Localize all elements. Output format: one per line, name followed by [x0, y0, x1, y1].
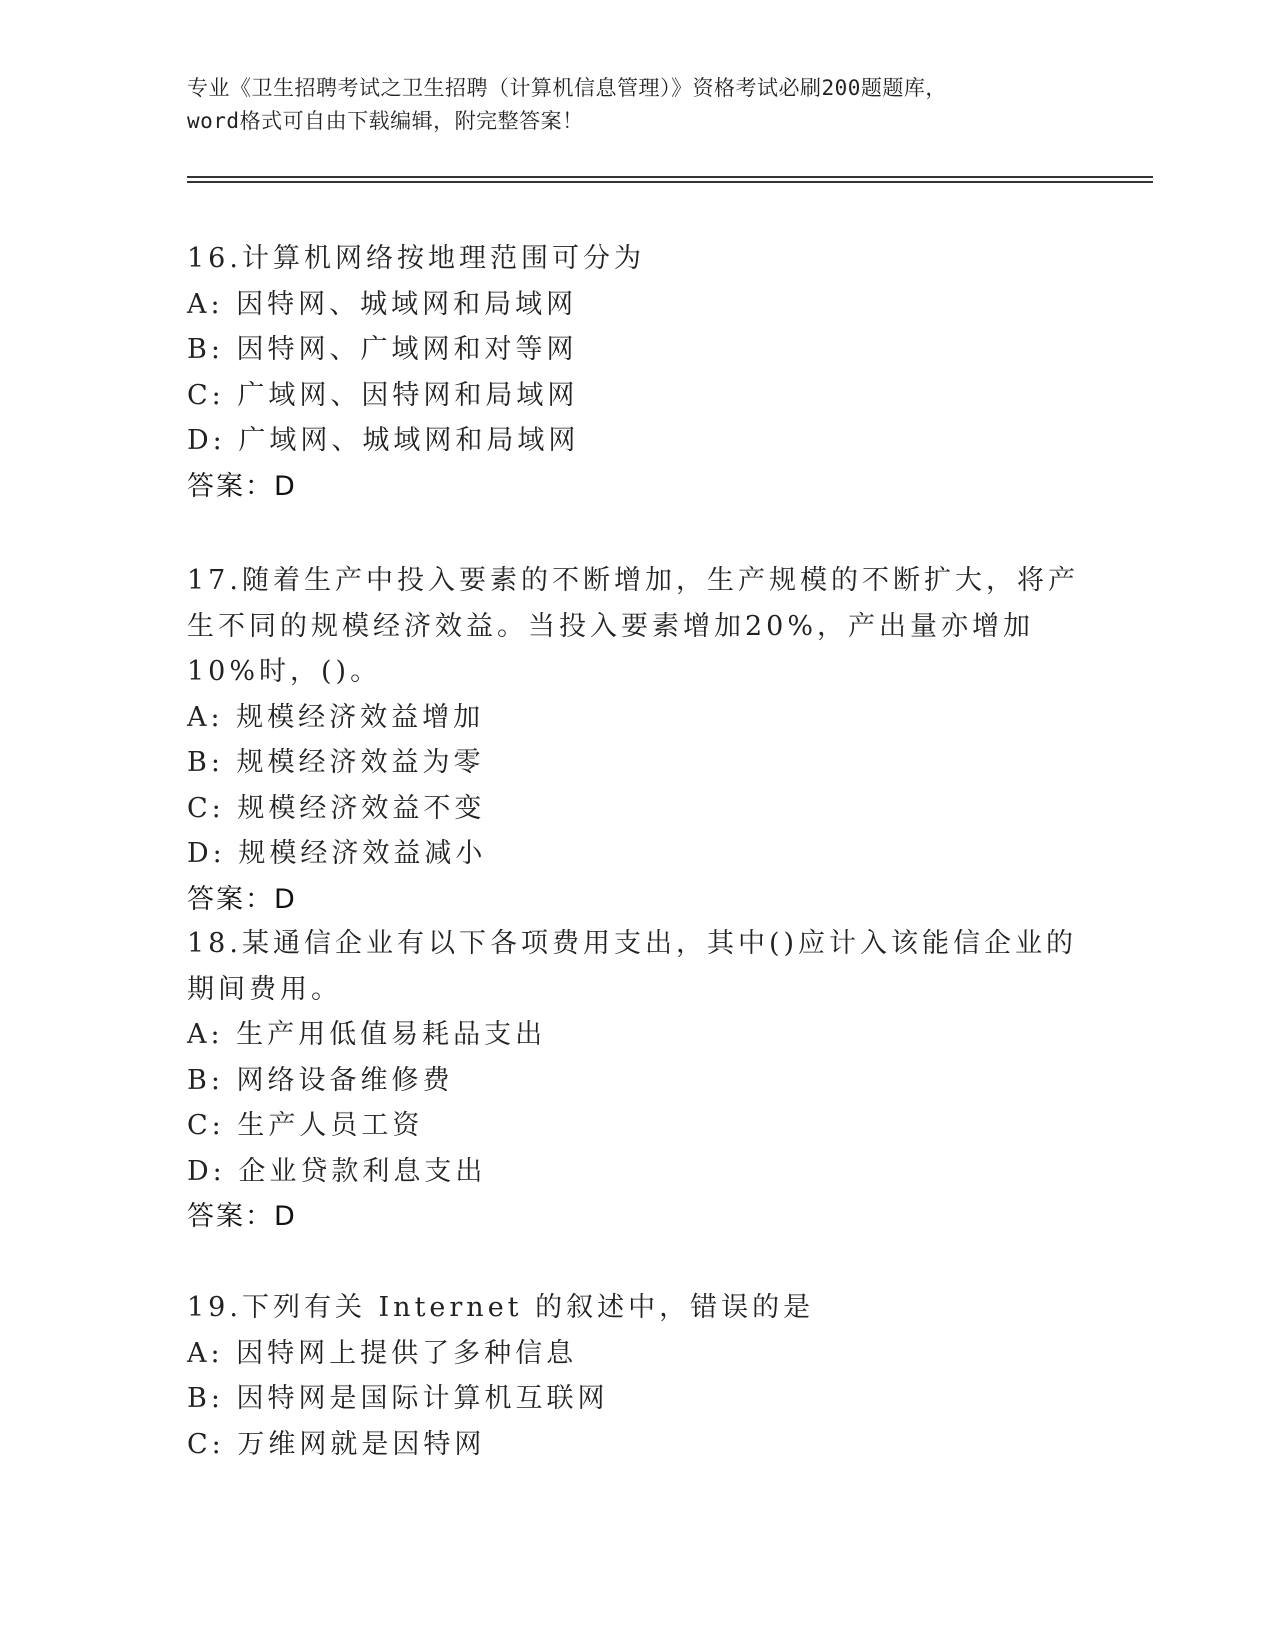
header-divider-top	[187, 176, 1153, 178]
option-a: A: 因特网、城域网和局域网	[187, 288, 578, 320]
answer-label: 答案：D	[187, 883, 297, 915]
question-16	[187, 236, 1087, 509]
answer-label: 答案：D	[187, 1201, 297, 1232]
option-d: D: 广域网、城域网和局域网	[187, 425, 580, 456]
question-stem: 18.某通信企业有以下各项费用支出，其中()应计入该能信企业的期间费用。	[187, 928, 1078, 1005]
question-stem: 16.计算机网络按地理范围可分为	[187, 243, 645, 274]
question-19	[187, 1285, 1087, 1467]
question-17	[187, 558, 1087, 922]
option-d: D: 规模经济效益减小	[187, 838, 487, 869]
header-line-1: 专业《卫生招聘考试之卫生招聘（计算机信息管理）》资格考试必刷200题题库，	[187, 76, 947, 100]
header-divider-bottom	[187, 181, 1153, 183]
option-b: B: 因特网是国际计算机互联网	[187, 1383, 609, 1414]
option-c: C: 广域网、因特网和局域网	[187, 379, 579, 411]
option-a: A: 规模经济效益增加	[187, 701, 485, 733]
option-c: C: 规模经济效益不变	[187, 792, 486, 824]
document-header	[187, 72, 1087, 138]
option-c: C: 生产人员工资	[187, 1110, 424, 1141]
option-b: B: 网络设备维修费	[187, 1064, 454, 1096]
question-stem: 17.随着生产中投入要素的不断增加，生产规模的不断扩大，将产生不同的规模经济效益。当投入要素增加20%，产出量亦增加10%时，()。	[187, 565, 1079, 687]
option-c: C: 万维网就是因特网	[187, 1428, 486, 1460]
option-b: B: 因特网、广域网和对等网	[187, 334, 578, 365]
option-a: A: 生产用低值易耗品支出	[187, 1019, 547, 1050]
question-18	[187, 921, 1087, 1240]
option-a: A: 因特网上提供了多种信息	[187, 1337, 578, 1369]
option-d: D: 企业贷款利息支出	[187, 1155, 487, 1187]
question-stem: 19.下列有关 Internet 的叙述中，错误的是	[187, 1292, 815, 1323]
answer-label: 答案：D	[187, 470, 297, 502]
header-line-2: word格式可自由下载编辑，附完整答案！	[187, 109, 584, 133]
option-b: B: 规模经济效益为零	[187, 747, 485, 778]
